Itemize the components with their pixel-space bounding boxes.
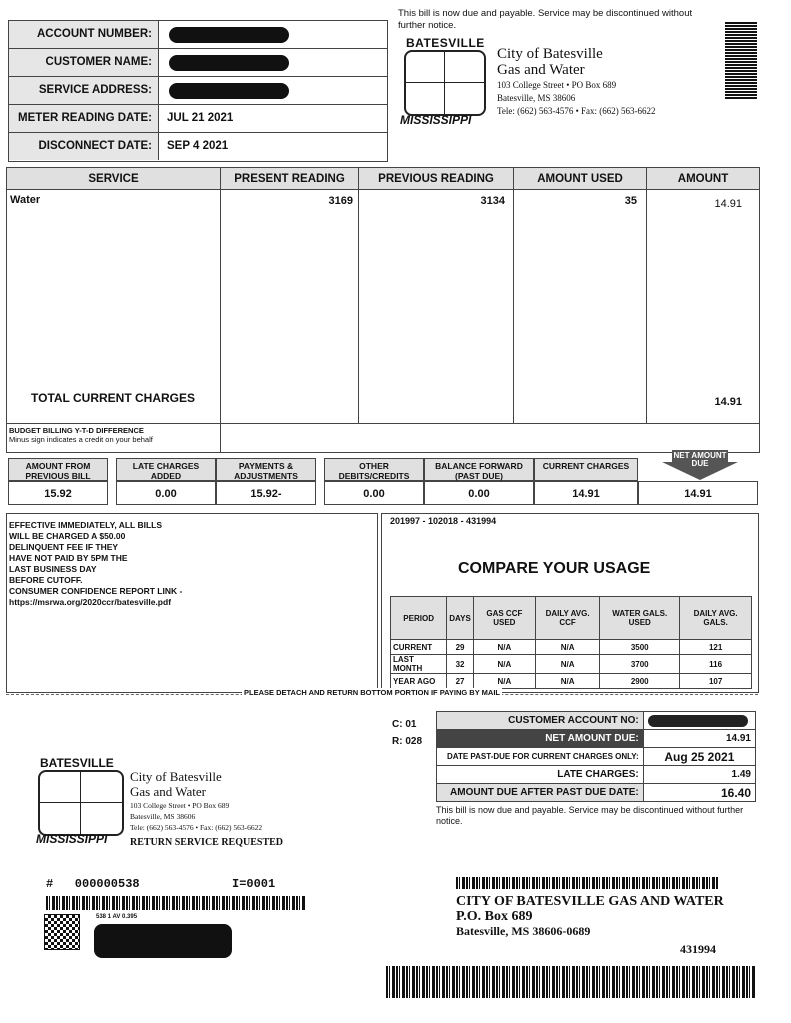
service-name: Water — [10, 194, 41, 206]
remit-code: 431994 — [680, 942, 716, 956]
message-line: HAVE NOT PAID BY 5PM THE — [9, 553, 128, 563]
usage-cell: 27 — [447, 674, 474, 689]
stub-late-value: 1.49 — [643, 766, 755, 784]
stub-net-due-value: 14.91 — [643, 730, 755, 748]
usage-cell: YEAR AGO — [391, 674, 447, 689]
amount-used-value: 35 — [624, 195, 637, 207]
usage-cell: N/A — [473, 655, 535, 674]
stub-late-label: LATE CHARGES: — [437, 766, 644, 784]
usage-header: GAS CCF USED — [473, 597, 535, 640]
company-name-line2: Gas and Water — [497, 62, 585, 78]
meter-reading-date-label: METER READING DATE: — [9, 105, 159, 132]
usage-cell: N/A — [535, 674, 599, 689]
meter-reading-row — [9, 105, 387, 133]
remit-postal-barcode — [456, 877, 718, 889]
seal-top-text: BATESVILLE — [40, 756, 114, 770]
remit-address — [456, 894, 724, 939]
net-amount-due-label: NET AMOUNT DUE — [673, 451, 727, 468]
redaction — [169, 27, 289, 43]
service-header: SERVICE — [7, 168, 221, 190]
stub-past-due-value: Aug 25 2021 — [643, 748, 755, 766]
seal-shield — [404, 50, 486, 116]
company-address — [497, 79, 656, 118]
usage-cell: 2900 — [600, 674, 680, 689]
stub-past-due-row — [437, 748, 756, 766]
stub-after-due-value: 16.40 — [643, 784, 755, 802]
stub-account-value — [643, 712, 755, 730]
stub-net-due-label: NET AMOUNT DUE: — [437, 730, 644, 748]
seal-top-text: BATESVILLE — [406, 36, 485, 50]
message-line: EFFECTIVE IMMEDIATELY, ALL BILLS — [9, 520, 163, 530]
stub-net-due-row — [437, 730, 756, 748]
redaction — [94, 924, 232, 958]
usage-cell: 116 — [680, 655, 752, 674]
usage-cell: LAST MONTH — [391, 655, 447, 674]
account-number-row — [9, 21, 387, 49]
qr-code — [44, 914, 80, 950]
company-address-bottom — [130, 800, 262, 833]
message-line: LAST BUSINESS DAY — [9, 564, 97, 574]
company-phone: Tele: (662) 563-4576 • Fax: (662) 563-6622 — [497, 106, 656, 116]
route-code: R: 028 — [392, 736, 423, 747]
city-seal-logo — [398, 36, 490, 126]
redaction — [169, 83, 289, 99]
usage-cell: 107 — [680, 674, 752, 689]
previous-bill-value: 15.92 — [8, 481, 108, 505]
company-name-line2: Gas and Water — [130, 784, 206, 799]
total-current-charges-label: TOTAL CURRENT CHARGES — [31, 391, 196, 405]
usage-table — [390, 596, 752, 689]
usage-reference: 201997 - 102018 - 431994 — [390, 516, 497, 526]
message-line: CONSUMER CONFIDENCE REPORT LINK - — [9, 586, 183, 596]
usage-cell: N/A — [473, 640, 535, 655]
usage-cell: 121 — [680, 640, 752, 655]
scan-barcode — [386, 966, 756, 998]
budget-divider — [7, 423, 759, 424]
previous-reading-header: PREVIOUS READING — [359, 168, 514, 190]
stub-after-due-row — [437, 784, 756, 802]
mail-code: 538 1 AV 0.395 — [96, 914, 138, 920]
account-number-label: ACCOUNT NUMBER: — [9, 21, 159, 48]
account-info-box — [8, 20, 388, 162]
company-name-line1: City of Batesville — [497, 46, 603, 62]
stub-after-due-label: AMOUNT DUE AFTER PAST DUE DATE: — [437, 784, 644, 802]
meter-reading-date-value: JUL 21 2021 — [167, 112, 234, 124]
usage-header: PERIOD — [391, 597, 447, 640]
company-address-line1: 103 College Street • PO Box 689 — [497, 80, 617, 90]
remit-city: Batesville, MS 38606-0689 — [456, 924, 591, 938]
current-charges-header: CURRENT CHARGES — [534, 458, 638, 481]
previous-bill-header: AMOUNT FROM PREVIOUS BILL — [8, 458, 108, 481]
balance-forward-value: 0.00 — [424, 481, 534, 505]
amount-header: AMOUNT — [647, 168, 759, 190]
stub-account-row — [437, 712, 756, 730]
company-name-bottom — [130, 769, 222, 799]
customer-name-row — [9, 49, 387, 77]
used-column — [514, 190, 647, 423]
route-codes — [392, 716, 422, 750]
usage-header: DAILY AVG. GALS. — [680, 597, 752, 640]
usage-cell: 3700 — [600, 655, 680, 674]
return-service-requested: RETURN SERVICE REQUESTED — [130, 837, 284, 848]
sequence-number: # 000000538 — [46, 877, 140, 891]
late-charges-header: LATE CHARGES ADDED — [116, 458, 216, 481]
postal-barcode — [46, 896, 306, 910]
service-table — [6, 167, 760, 453]
usage-cell: N/A — [535, 655, 599, 674]
seal-bottom-text: MISSISSIPPI — [400, 113, 472, 127]
customer-name-label: CUSTOMER NAME: — [9, 49, 159, 76]
message-text — [9, 520, 182, 608]
i-sequence: I=0001 — [232, 877, 276, 891]
message-line: DELINQUENT FEE IF THEY — [9, 542, 119, 552]
stub-notice: This bill is now due and payable. Service may be discontinued without further notice. — [436, 805, 744, 826]
payment-stub-table — [436, 711, 756, 802]
budget-billing-note: Minus sign indicates a credit on your behalf — [9, 435, 153, 444]
usage-row — [391, 655, 752, 674]
usage-header: DAYS — [447, 597, 474, 640]
company-name — [497, 46, 603, 78]
company-phone: Tele: (662) 563-4576 • Fax: (662) 563-6622 — [130, 823, 263, 832]
redaction — [648, 715, 748, 727]
service-column — [7, 190, 221, 423]
budget-billing-label: BUDGET BILLING Y-T-D DIFFERENCE — [9, 426, 144, 435]
late-charges-value: 0.00 — [116, 481, 216, 505]
remit-po-box: P.O. Box 689 — [456, 909, 533, 924]
stub-late-row — [437, 766, 756, 784]
message-box — [6, 513, 378, 693]
amount-value: 14.91 — [714, 198, 742, 210]
budget-billing — [9, 426, 219, 444]
payments-value: 15.92- — [216, 481, 316, 505]
usage-cell: N/A — [473, 674, 535, 689]
company-address-line2: Batesville, MS 38606 — [497, 93, 576, 103]
detach-instructions: PLEASE DETACH AND RETURN BOTTOM PORTION IF PAYING BY MAIL — [244, 688, 500, 697]
other-debits-value: 0.00 — [324, 481, 424, 505]
usage-row — [391, 640, 752, 655]
usage-title: COMPARE YOUR USAGE — [458, 560, 651, 577]
previous-column — [359, 190, 514, 423]
company-address-line2: Batesville, MS 38606 — [130, 812, 196, 821]
stub-account-label: CUSTOMER ACCOUNT NO: — [437, 712, 644, 730]
usage-header: DAILY AVG. CCF — [535, 597, 599, 640]
net-amount-due-value: 14.91 — [638, 481, 758, 505]
seal-shield — [38, 770, 124, 836]
usage-cell: 29 — [447, 640, 474, 655]
payments-header: PAYMENTS & ADJUSTMENTS — [216, 458, 316, 481]
company-name-line1: City of Batesville — [130, 769, 222, 784]
total-current-charges-value: 14.91 — [714, 396, 742, 408]
present-column — [221, 190, 359, 423]
usage-cell: 3500 — [600, 640, 680, 655]
top-notice: This bill is now due and payable. Service may be discontinued without further notice. — [398, 8, 693, 31]
usage-box — [381, 513, 759, 693]
seal-bottom-text: MISSISSIPPI — [36, 832, 108, 846]
message-line: BEFORE CUTOFF. — [9, 575, 83, 585]
budget-divider-v — [220, 423, 221, 452]
usage-row — [391, 674, 752, 689]
cycle-code: C: 01 — [392, 719, 417, 730]
message-line: WILL BE CHARGED A $50.00 — [9, 531, 126, 541]
present-reading-header: PRESENT READING — [221, 168, 359, 190]
other-debits-header: OTHER DEBITS/CREDITS — [324, 458, 424, 481]
city-seal-logo-bottom — [36, 756, 128, 846]
present-reading-value: 3169 — [328, 195, 353, 207]
disconnect-date-value: SEP 4 2021 — [167, 140, 229, 152]
remit-name: CITY OF BATESVILLE GAS AND WATER — [456, 894, 724, 909]
service-address-label: SERVICE ADDRESS: — [9, 77, 159, 104]
disconnect-row — [9, 133, 387, 160]
account-summary — [8, 451, 758, 508]
amount-used-header: AMOUNT USED — [514, 168, 647, 190]
redaction — [169, 55, 289, 71]
previous-reading-value: 3134 — [480, 195, 505, 207]
vertical-barcode — [725, 22, 757, 100]
usage-cell: N/A — [535, 640, 599, 655]
usage-header: WATER GALS. USED — [600, 597, 680, 640]
company-address-line1: 103 College Street • PO Box 689 — [130, 801, 230, 810]
service-address-row — [9, 77, 387, 105]
balance-forward-header: BALANCE FORWARD (PAST DUE) — [424, 458, 534, 481]
stub-past-due-label: DATE PAST-DUE FOR CURRENT CHARGES ONLY: — [437, 748, 644, 766]
message-line: https://msrwa.org/2020ccr/batesville.pdf — [9, 597, 172, 607]
current-charges-value: 14.91 — [534, 481, 638, 505]
usage-cell: 32 — [447, 655, 474, 674]
disconnect-date-label: DISCONNECT DATE: — [9, 133, 159, 160]
usage-cell: CURRENT — [391, 640, 447, 655]
